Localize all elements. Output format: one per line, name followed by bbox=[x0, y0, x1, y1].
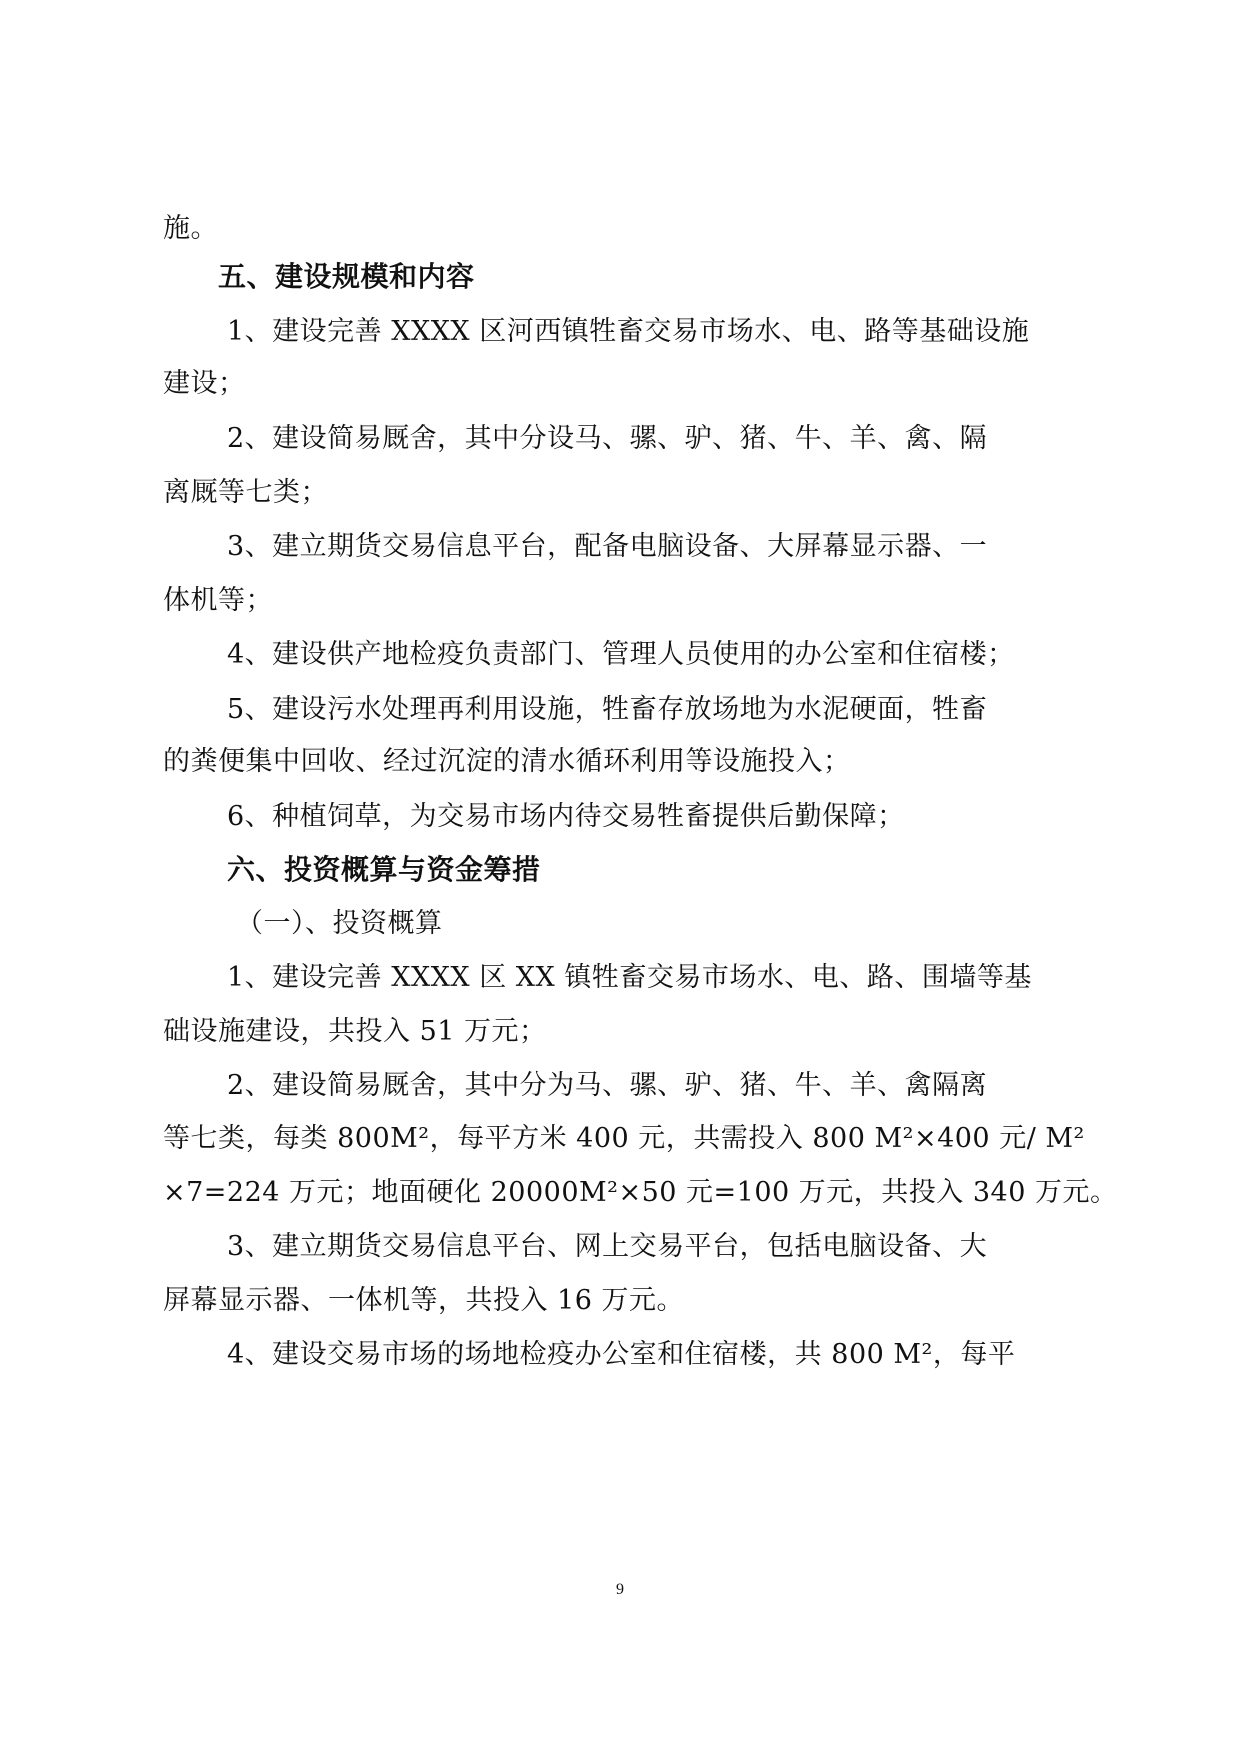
list-item-5-1: 1、建设完善 XXXX 区河西镇牲畜交易市场水、电、路等基础设施 bbox=[227, 316, 1030, 347]
list-item-6-3-cont: 屏幕显示器、一体机等，共投入 16 万元。 bbox=[163, 1285, 685, 1316]
list-item-5-5: 5、建设污水处理再利用设施，牲畜存放场地为水泥硬面，牲畜 bbox=[227, 694, 988, 725]
subsection-heading: （一）、投资概算 bbox=[236, 908, 443, 939]
section-heading-6: 六、投资概算与资金筹措 bbox=[227, 853, 541, 886]
list-item-5-4: 4、建设供产地检疫负责部门、管理人员使用的办公室和住宿楼； bbox=[227, 639, 1015, 670]
list-item-5-5-cont: 的粪便集中回收、经过沉淀的清水循环利用等设施投入； bbox=[163, 746, 851, 777]
section-heading-5: 五、建设规模和内容 bbox=[218, 260, 475, 293]
list-item-6-1: 1、建设完善 XXXX 区 XX 镇牲畜交易市场水、电、路、围墙等基 bbox=[227, 962, 1032, 993]
list-item-6-4: 4、建设交易市场的场地检疫办公室和住宿楼，共 800 M²，每平 bbox=[227, 1339, 1016, 1370]
list-item-5-1-cont: 建设； bbox=[163, 368, 246, 399]
list-item-6-2-cont: 等七类，每类 800M²，每平方米 400 元，共需投入 800 M²×400 元/ M² bbox=[163, 1123, 1085, 1154]
page-number: 9 bbox=[616, 1581, 624, 1598]
list-item-5-2: 2、建设简易厩舍，其中分设马、骡、驴、猪、牛、羊、禽、隔 bbox=[227, 423, 988, 454]
list-item-6-3: 3、建立期货交易信息平台、网上交易平台，包括电脑设备、大 bbox=[227, 1231, 988, 1262]
list-item-5-3-cont: 体机等； bbox=[163, 585, 273, 616]
list-item-5-2-cont: 离厩等七类； bbox=[163, 477, 328, 508]
list-item-6-2: 2、建设简易厩舍，其中分为马、骡、驴、猪、牛、羊、禽隔离 bbox=[227, 1070, 988, 1101]
list-item-5-6: 6、种植饲草，为交易市场内待交易牲畜提供后勤保障； bbox=[227, 801, 905, 832]
list-item-6-1-cont: 础设施建设，共投入 51 万元； bbox=[163, 1016, 547, 1047]
continuation-line: 施。 bbox=[163, 213, 218, 244]
list-item-6-2-cont-2: ×7=224 万元；地面硬化 20000M²×50 元=100 万元，共投入 340 万元。 bbox=[163, 1177, 1118, 1208]
list-item-5-3: 3、建立期货交易信息平台，配备电脑设备、大屏幕显示器、一 bbox=[227, 531, 988, 562]
